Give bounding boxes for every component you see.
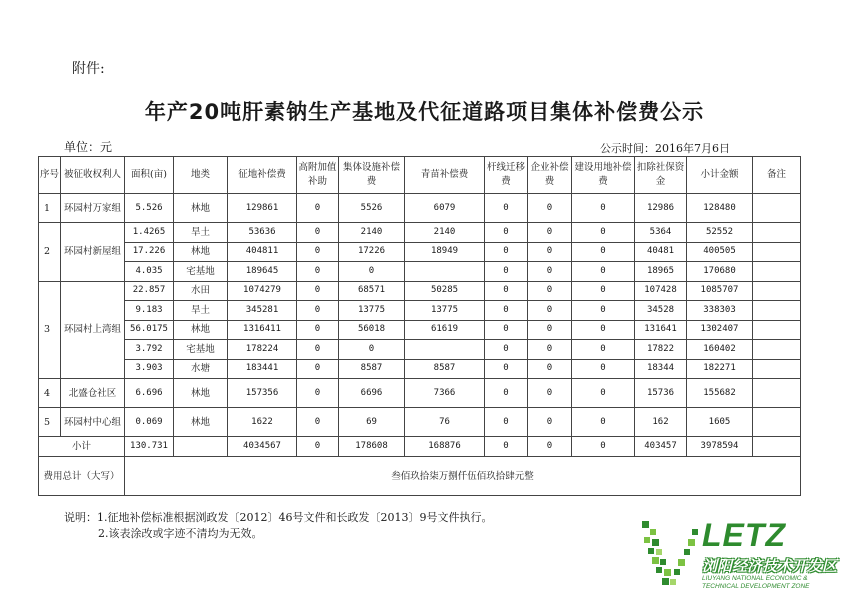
cell-construction: 0 — [572, 194, 635, 223]
note-2: 2.该表涂改或字迹不清均为无效。 — [98, 527, 263, 540]
cell-remark — [753, 379, 801, 408]
cell-high-add: 0 — [297, 262, 339, 282]
cell-subtotal: 128480 — [687, 194, 753, 223]
cell-construction: 0 — [572, 379, 635, 408]
table-row — [39, 359, 801, 379]
col-header-crop: 青苗补偿费 — [405, 157, 485, 194]
cell-subtotal: 1085707 — [687, 281, 753, 301]
subtotal-remark — [753, 437, 801, 457]
cell-remark — [753, 223, 801, 243]
cell-land-comp: 157356 — [228, 379, 297, 408]
cell-crop: 6079 — [405, 194, 485, 223]
subtotal-construction: 0 — [572, 437, 635, 457]
cell-land-comp: 1622 — [228, 408, 297, 437]
cell-land-comp: 404811 — [228, 242, 297, 262]
cell-construction: 0 — [572, 320, 635, 340]
cell-seq: 4 — [39, 379, 61, 408]
cell-crop: 76 — [405, 408, 485, 437]
subtotal-land-comp: 4034567 — [228, 437, 297, 457]
cell-subtotal: 338303 — [687, 301, 753, 321]
cell-insurance: 5364 — [635, 223, 687, 243]
cell-remark — [753, 320, 801, 340]
table-row — [39, 340, 801, 360]
cell-remark — [753, 301, 801, 321]
cell-construction: 0 — [572, 408, 635, 437]
logo-name-cn: 浏阳经济技术开发区 — [702, 557, 838, 575]
cell-village: 环园村万家组 — [61, 194, 125, 223]
cell-insurance: 40481 — [635, 242, 687, 262]
cell-subtotal: 400505 — [687, 242, 753, 262]
col-header-land-comp: 征地补偿费 — [228, 157, 297, 194]
cell-area: 3.792 — [125, 340, 174, 360]
cell-crop: 18949 — [405, 242, 485, 262]
cell-facility: 0 — [339, 340, 405, 360]
cell-seq: 2 — [39, 223, 61, 282]
cell-high-add: 0 — [297, 320, 339, 340]
cell-enterprise: 0 — [528, 301, 572, 321]
cell-insurance: 107428 — [635, 281, 687, 301]
cell-crop: 2140 — [405, 223, 485, 243]
cell-insurance: 17822 — [635, 340, 687, 360]
cell-enterprise: 0 — [528, 408, 572, 437]
subtotal-insurance: 403457 — [635, 437, 687, 457]
cell-wire: 0 — [485, 320, 528, 340]
col-header-construction: 建设用地补偿费 — [572, 157, 635, 194]
letz-v-mark-icon — [640, 515, 700, 595]
cell-land-type: 宅基地 — [174, 340, 228, 360]
cell-seq: 5 — [39, 408, 61, 437]
cell-facility: 56018 — [339, 320, 405, 340]
cell-land-comp: 345281 — [228, 301, 297, 321]
table-row — [39, 262, 801, 282]
cell-construction: 0 — [572, 340, 635, 360]
cell-crop: 50285 — [405, 281, 485, 301]
cell-land-type: 林地 — [174, 408, 228, 437]
page-title: 年产20吨肝素钠生产基地及代征道路项目集体补偿费公示 — [144, 100, 705, 124]
cell-area: 0.069 — [125, 408, 174, 437]
cell-enterprise: 0 — [528, 242, 572, 262]
col-header-facility: 集体设施补偿费 — [339, 157, 405, 194]
cell-enterprise: 0 — [528, 320, 572, 340]
header-row — [39, 157, 801, 194]
cell-land-type: 水田 — [174, 281, 228, 301]
cell-remark — [753, 242, 801, 262]
cell-area: 9.183 — [125, 301, 174, 321]
logo-name-en-text: LIUYANG NATIONAL ECONOMIC & TECHNICAL DEVELOPMENT ZONE — [702, 575, 810, 590]
cell-seq: 1 — [39, 194, 61, 223]
cell-construction: 0 — [572, 242, 635, 262]
cell-enterprise: 0 — [528, 359, 572, 379]
cell-land-comp: 129861 — [228, 194, 297, 223]
cell-facility: 69 — [339, 408, 405, 437]
cell-insurance: 12986 — [635, 194, 687, 223]
cell-facility: 17226 — [339, 242, 405, 262]
logo-wordmark: LETZ — [702, 517, 786, 553]
cell-land-comp: 1074279 — [228, 281, 297, 301]
cell-crop — [405, 340, 485, 360]
subtotal-subtotal: 3978594 — [687, 437, 753, 457]
cell-land-comp: 178224 — [228, 340, 297, 360]
cell-remark — [753, 262, 801, 282]
note-1: 说明：1.征地补偿标准根据浏政发〔2012〕46号文件和长政发〔2013〕9号文件执行。 — [64, 511, 493, 524]
cell-wire: 0 — [485, 379, 528, 408]
cell-crop: 8587 — [405, 359, 485, 379]
subtotal-area: 130.731 — [125, 437, 174, 457]
total-label: 费用总计（大写） — [39, 457, 125, 496]
cell-enterprise: 0 — [528, 262, 572, 282]
cell-land-comp: 53636 — [228, 223, 297, 243]
cell-high-add: 0 — [297, 340, 339, 360]
cell-construction: 0 — [572, 359, 635, 379]
subtotal-crop: 168876 — [405, 437, 485, 457]
table-body — [39, 194, 801, 496]
cell-area: 4.035 — [125, 262, 174, 282]
cell-enterprise: 0 — [528, 194, 572, 223]
col-header-high-add: 高附加值补助 — [297, 157, 339, 194]
cell-facility: 13775 — [339, 301, 405, 321]
cell-insurance: 162 — [635, 408, 687, 437]
cell-wire: 0 — [485, 359, 528, 379]
subtotal-enterprise: 0 — [528, 437, 572, 457]
cell-land-type: 宅基地 — [174, 262, 228, 282]
cell-insurance: 131641 — [635, 320, 687, 340]
cell-construction: 0 — [572, 301, 635, 321]
cell-land-type: 林地 — [174, 194, 228, 223]
cell-wire: 0 — [485, 340, 528, 360]
total-value: 叁佰玖拾柒万捌仟伍佰玖拾肆元整 — [125, 457, 801, 496]
cell-high-add: 0 — [297, 223, 339, 243]
cell-high-add: 0 — [297, 301, 339, 321]
subtotal-land-type — [174, 437, 228, 457]
col-header-insurance: 扣除社保资金 — [635, 157, 687, 194]
cell-high-add: 0 — [297, 194, 339, 223]
cell-land-comp: 183441 — [228, 359, 297, 379]
logo-name-en — [702, 575, 842, 591]
cell-area: 1.4265 — [125, 223, 174, 243]
cell-subtotal: 160402 — [687, 340, 753, 360]
cell-crop: 61619 — [405, 320, 485, 340]
total-row — [39, 457, 801, 496]
cell-wire: 0 — [485, 301, 528, 321]
cell-crop — [405, 262, 485, 282]
table-row — [39, 320, 801, 340]
cell-high-add: 0 — [297, 379, 339, 408]
table-row — [39, 408, 801, 437]
col-header-remark: 备注 — [753, 157, 801, 194]
cell-facility: 0 — [339, 262, 405, 282]
cell-enterprise: 0 — [528, 223, 572, 243]
cell-insurance: 18965 — [635, 262, 687, 282]
col-header-enterprise: 企业补偿费 — [528, 157, 572, 194]
publish-date: 公示时间：2016年7月6日 — [600, 142, 730, 155]
cell-remark — [753, 281, 801, 301]
cell-enterprise: 0 — [528, 379, 572, 408]
cell-village: 环园村上湾组 — [61, 281, 125, 379]
col-header-land-type: 地类 — [174, 157, 228, 194]
cell-village: 北盛仓社区 — [61, 379, 125, 408]
cell-land-comp: 189645 — [228, 262, 297, 282]
cell-high-add: 0 — [297, 281, 339, 301]
cell-area: 17.226 — [125, 242, 174, 262]
table-row — [39, 301, 801, 321]
cell-enterprise: 0 — [528, 340, 572, 360]
table-row — [39, 223, 801, 243]
cell-subtotal: 1605 — [687, 408, 753, 437]
cell-land-type: 旱土 — [174, 301, 228, 321]
col-header-seq: 序号 — [39, 157, 61, 194]
cell-land-type: 林地 — [174, 379, 228, 408]
cell-facility: 8587 — [339, 359, 405, 379]
cell-subtotal: 52552 — [687, 223, 753, 243]
table-row — [39, 379, 801, 408]
cell-facility: 2140 — [339, 223, 405, 243]
cell-facility: 68571 — [339, 281, 405, 301]
cell-remark — [753, 340, 801, 360]
cell-land-type: 水塘 — [174, 359, 228, 379]
cell-land-type: 林地 — [174, 320, 228, 340]
cell-subtotal: 1302407 — [687, 320, 753, 340]
cell-insurance: 15736 — [635, 379, 687, 408]
cell-construction: 0 — [572, 262, 635, 282]
cell-village: 环园村新屋组 — [61, 223, 125, 282]
cell-area: 6.696 — [125, 379, 174, 408]
cell-facility: 5526 — [339, 194, 405, 223]
col-header-subtotal: 小计金额 — [687, 157, 753, 194]
cell-area: 5.526 — [125, 194, 174, 223]
cell-area: 22.857 — [125, 281, 174, 301]
attachment-label: 附件: — [72, 61, 105, 77]
cell-construction: 0 — [572, 281, 635, 301]
subtotal-facility: 178608 — [339, 437, 405, 457]
unit-label: 单位：元 — [64, 140, 113, 154]
cell-high-add: 0 — [297, 408, 339, 437]
cell-facility: 6696 — [339, 379, 405, 408]
table-row — [39, 242, 801, 262]
cell-remark — [753, 359, 801, 379]
cell-area: 3.903 — [125, 359, 174, 379]
table-row — [39, 281, 801, 301]
cell-wire: 0 — [485, 281, 528, 301]
notes — [64, 510, 492, 542]
cell-high-add: 0 — [297, 359, 339, 379]
compensation-table — [38, 156, 801, 496]
subtotal-wire: 0 — [485, 437, 528, 457]
col-header-wire: 杆线迁移费 — [485, 157, 528, 194]
col-header-area: 面积(亩) — [125, 157, 174, 194]
cell-wire: 0 — [485, 223, 528, 243]
cell-seq: 3 — [39, 281, 61, 379]
cell-village: 环园村中心组 — [61, 408, 125, 437]
subtotal-high-add: 0 — [297, 437, 339, 457]
cell-wire: 0 — [485, 408, 528, 437]
cell-crop: 7366 — [405, 379, 485, 408]
cell-crop: 13775 — [405, 301, 485, 321]
cell-area: 56.0175 — [125, 320, 174, 340]
cell-subtotal: 170680 — [687, 262, 753, 282]
cell-enterprise: 0 — [528, 281, 572, 301]
cell-wire: 0 — [485, 194, 528, 223]
cell-remark — [753, 408, 801, 437]
cell-insurance: 34528 — [635, 301, 687, 321]
cell-subtotal: 155682 — [687, 379, 753, 408]
subtotal-row — [39, 437, 801, 457]
cell-remark — [753, 194, 801, 223]
cell-wire: 0 — [485, 262, 528, 282]
cell-construction: 0 — [572, 223, 635, 243]
letz-logo — [640, 515, 845, 595]
cell-land-type: 旱土 — [174, 223, 228, 243]
cell-subtotal: 182271 — [687, 359, 753, 379]
col-header-village: 被征收权利人 — [61, 157, 125, 194]
cell-land-comp: 1316411 — [228, 320, 297, 340]
cell-wire: 0 — [485, 242, 528, 262]
cell-land-type: 林地 — [174, 242, 228, 262]
subtotal-label: 小计 — [39, 437, 125, 457]
cell-insurance: 18344 — [635, 359, 687, 379]
table-row — [39, 194, 801, 223]
cell-high-add: 0 — [297, 242, 339, 262]
